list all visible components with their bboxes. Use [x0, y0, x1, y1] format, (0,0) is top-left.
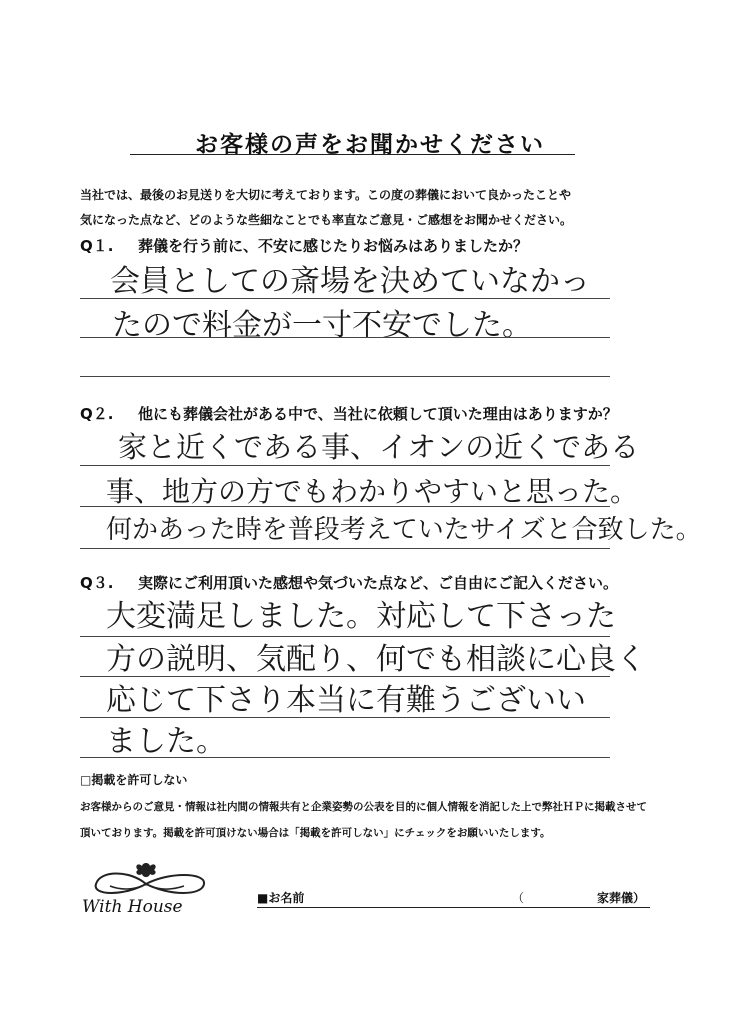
answer-3-line-1: 大変満足しました。対応して下さった — [106, 599, 616, 634]
answer-2-line-3: 何かあった時を普段考えていたサイズと合致した。 — [106, 515, 702, 545]
question-3-number: Q３. — [80, 574, 114, 592]
answer-3-line-3: 応じて下さり本当に有難うございい — [106, 683, 586, 718]
name-label: ■お名前 — [257, 891, 305, 905]
answer-1-rule — [80, 298, 610, 299]
answer-1-line-1: 会員としての斎場を決めていなかっ — [110, 264, 590, 299]
question-1-number: Q１. — [80, 237, 114, 255]
page-title: お客様の声をお聞かせください — [195, 132, 545, 158]
name-field-paren: （ — [512, 891, 525, 905]
question-3-text: 実際にご利用頂いた感想や気づいた点など、ご自由にご記入ください。 — [138, 574, 619, 592]
answer-3-line-2: 方の説明、気配り、何でも相談に心良く — [106, 642, 646, 677]
answer-2-rule — [80, 465, 610, 466]
question-2 — [80, 403, 618, 424]
question-1 — [80, 235, 528, 256]
answer-1-line-2: たので料金が一寸不安でした。 — [112, 308, 532, 343]
answer-2-rule — [80, 506, 610, 507]
intro-line-2: 気になった点など、どのような些細なことでも率直なご意見・ご感想をお聞かせください。 — [80, 213, 573, 227]
intro-text — [80, 183, 572, 233]
answer-3-rule — [80, 676, 610, 677]
answer-3-rule — [80, 717, 610, 718]
question-2-number: Q２. — [80, 405, 114, 423]
answer-2-rule — [80, 548, 610, 549]
consent-checkbox-label[interactable]: □掲載を許可しない — [80, 773, 188, 787]
consent-text — [80, 794, 647, 846]
question-1-text: 葬儀を行う前に、不安に感じたりお悩みはありましたか？ — [138, 237, 529, 255]
answer-3-rule — [80, 757, 610, 758]
question-3 — [80, 572, 618, 593]
answer-2-line-1: 家と近くである事、イオンの近くである — [118, 430, 640, 464]
logo-text: With House — [82, 897, 183, 917]
consent-line-1: お客様からのご意見・情報は社内間の情報共有と企業姿勢の公表を目的に個人情報を消記した上で弊社ＨＰに掲載させて — [80, 801, 647, 813]
title-underline — [130, 154, 575, 155]
intro-line-1: 当社では、最後のお見送りを大切に考えております。この度の葬儀において良かったことや — [80, 188, 572, 202]
name-field-underline[interactable] — [257, 907, 650, 908]
answer-3-rule — [80, 636, 610, 637]
consent-line-2: 頂いております。掲載を許可頂けない場合は「掲載を許可しない」にチェックをお願いいたします。 — [80, 827, 551, 839]
company-suffix: 家葬儀） — [597, 891, 646, 905]
question-2-text: 他にも葬儀会社がある中で、当社に依頼して頂いた理由はありますか？ — [138, 405, 618, 423]
answer-2-line-2: 事、地方の方でもわかりやすいと思った。 — [106, 475, 639, 508]
answer-1-rule — [80, 376, 610, 377]
answer-3-line-4: ました。 — [106, 724, 226, 759]
answer-1-rule — [80, 337, 610, 338]
